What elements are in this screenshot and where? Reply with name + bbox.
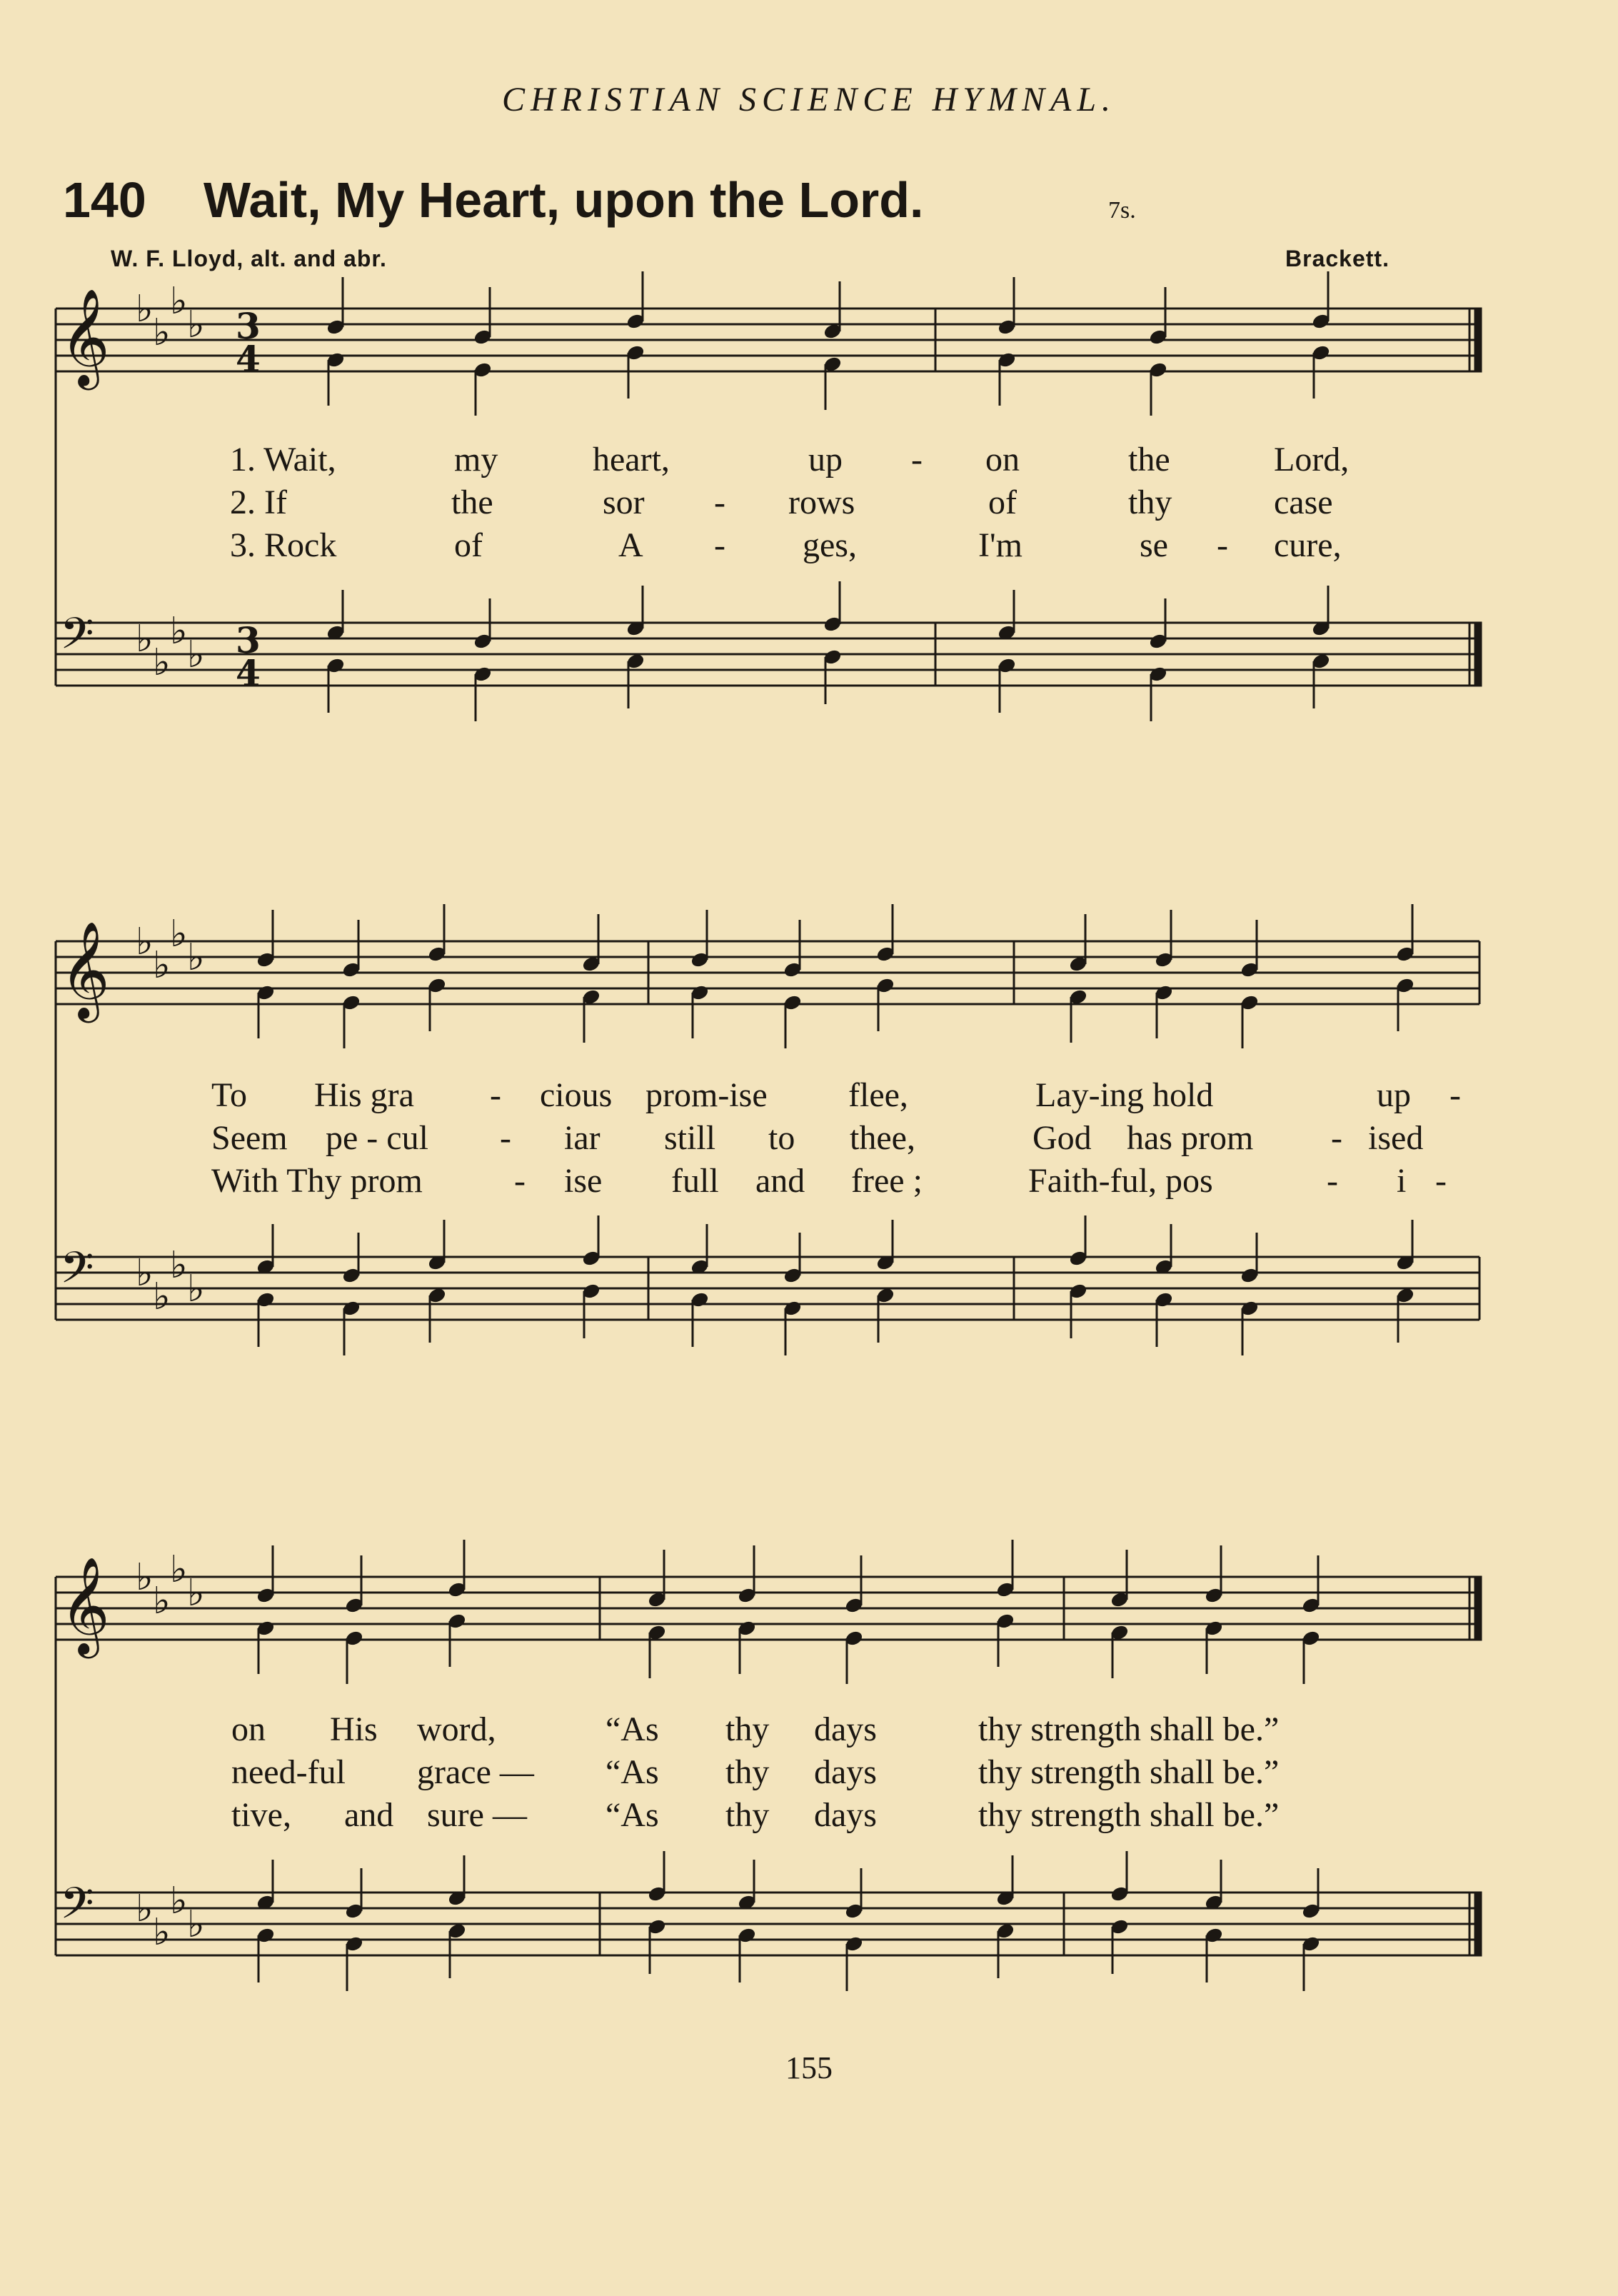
lyric-syllable: thy	[725, 1710, 770, 1748]
lyric-syllable: -	[490, 1076, 501, 1114]
lyric-syllable: the	[451, 483, 493, 521]
running-head: CHRISTIAN SCIENCE HYMNAL.	[501, 81, 1117, 119]
flat-sign: ♭	[153, 311, 171, 354]
lyric-syllable: “As	[606, 1753, 659, 1791]
lyric-syllable: the	[1128, 441, 1170, 478]
bass-clef: 𝄢	[60, 1878, 94, 1940]
lyric-syllable: flee,	[848, 1076, 908, 1114]
lyric-syllable: thy	[725, 1796, 770, 1834]
lyric-syllable: free ;	[851, 1162, 923, 1200]
lyric-syllable: His	[330, 1710, 378, 1748]
hymn-title: Wait, My Heart, upon the Lord.	[203, 172, 924, 228]
flat-sign: ♭	[170, 913, 188, 956]
lyric-syllable: prom-ise	[645, 1076, 768, 1114]
lyric-syllable: full	[671, 1162, 719, 1200]
lyric-syllable: ges,	[803, 526, 857, 564]
lyric-syllable: Faith-ful, pos	[1028, 1162, 1213, 1200]
flat-sign: ♭	[170, 280, 188, 323]
lyric-syllable: A	[618, 526, 643, 564]
lyric-syllable: -	[1217, 526, 1228, 564]
music-credit: Brackett.	[1285, 246, 1390, 271]
lyric-syllable: -	[1331, 1119, 1342, 1157]
lyric-syllable: my	[454, 441, 498, 478]
flat-sign: ♭	[136, 288, 154, 331]
flat-sign: ♭	[153, 1275, 171, 1318]
lyric-syllable: of	[988, 483, 1017, 521]
flat-sign: ♭	[170, 1880, 188, 1922]
lyric-syllable: days	[814, 1710, 877, 1748]
lyric-syllable: i	[1397, 1162, 1407, 1200]
lyric-syllable: to	[768, 1119, 795, 1157]
lyric-syllable: se	[1140, 526, 1168, 564]
lyric-syllable: tive,	[231, 1796, 291, 1834]
treble-clef: 𝄞	[60, 1555, 110, 1654]
words-credit: W. F. Lloyd, alt. and abr.	[111, 246, 387, 271]
lyric-syllable: -	[1327, 1162, 1338, 1200]
lyric-syllable: on	[231, 1710, 266, 1748]
flat-sign: ♭	[187, 1268, 205, 1310]
flat-sign: ♭	[187, 633, 205, 676]
lyric-syllable: of	[454, 526, 483, 564]
lyric-syllable: days	[814, 1796, 877, 1834]
flat-sign: ♭	[136, 618, 154, 661]
flat-sign: ♭	[153, 1911, 171, 1954]
flat-sign: ♭	[187, 1572, 205, 1615]
lyric-syllable: -	[911, 441, 923, 478]
treble-clef: 𝄞	[60, 920, 110, 1018]
lyric-syllable: cure,	[1274, 526, 1342, 564]
lyric-syllable: iar	[564, 1119, 601, 1157]
lyric-syllable: and	[344, 1796, 394, 1834]
lyric-syllable: -	[1449, 1076, 1461, 1114]
final-bar	[1475, 623, 1481, 686]
lyric-syllable: Seem	[211, 1119, 288, 1157]
lyric-syllable: ised	[1368, 1119, 1424, 1157]
flat-sign: ♭	[153, 1580, 171, 1623]
flat-sign: ♭	[136, 921, 154, 963]
time-signature: 3	[236, 619, 261, 661]
lyric-syllable: 1. Wait,	[230, 441, 336, 478]
lyric-syllable: cious	[540, 1076, 613, 1114]
lyric-syllable: thy	[725, 1753, 770, 1791]
flat-sign: ♭	[187, 1903, 205, 1946]
flat-sign: ♭	[170, 610, 188, 653]
time-signature: 4	[236, 338, 261, 380]
page-number: 155	[785, 2050, 833, 2085]
lyric-syllable: God	[1032, 1119, 1092, 1157]
lyric-syllable: -	[1435, 1162, 1447, 1200]
hymn-meter: 7s.	[1108, 197, 1136, 224]
hymn-number: 140	[63, 172, 146, 228]
lyric-syllable: sor	[603, 483, 645, 521]
lyric-syllable: thy strength shall be.”	[978, 1796, 1280, 1834]
flat-sign: ♭	[153, 641, 171, 684]
flat-sign: ♭	[153, 944, 171, 987]
lyric-syllable: “As	[606, 1796, 659, 1834]
flat-sign: ♭	[170, 1548, 188, 1591]
flat-sign: ♭	[136, 1252, 154, 1295]
lyric-syllable: Lord,	[1274, 441, 1350, 478]
lyric-syllable: -	[514, 1162, 526, 1200]
lyric-syllable: up	[808, 441, 843, 478]
lyric-syllable: has prom	[1127, 1119, 1254, 1157]
flat-sign: ♭	[187, 304, 205, 346]
lyric-syllable: days	[814, 1753, 877, 1791]
lyric-syllable: thee,	[850, 1119, 915, 1157]
lyric-syllable: word,	[417, 1710, 496, 1748]
lyric-syllable: thy strength shall be.”	[978, 1710, 1280, 1748]
lyric-syllable: 3. Rock	[230, 526, 337, 564]
lyric-syllable: -	[714, 526, 725, 564]
lyric-syllable: up	[1377, 1076, 1411, 1114]
flat-sign: ♭	[187, 936, 205, 979]
lyric-syllable: -	[714, 483, 725, 521]
treble-clef: 𝄞	[60, 287, 110, 386]
lyric-syllable: I'm	[978, 526, 1022, 564]
lyric-syllable: heart,	[593, 441, 670, 478]
final-bar	[1475, 309, 1481, 371]
lyric-syllable: grace —	[417, 1753, 534, 1791]
lyric-syllable: need-ful	[231, 1753, 346, 1791]
final-bar	[1475, 1893, 1481, 1955]
lyric-syllable: With Thy prom	[211, 1162, 423, 1200]
flat-sign: ♭	[136, 1556, 154, 1599]
lyric-syllable: “As	[606, 1710, 659, 1748]
lyric-syllable: pe - cul	[326, 1119, 428, 1157]
flat-sign: ♭	[170, 1244, 188, 1287]
lyric-syllable: case	[1274, 483, 1333, 521]
lyric-syllable: on	[985, 441, 1020, 478]
lyric-syllable: -	[500, 1119, 511, 1157]
lyric-syllable: Lay-ing hold	[1035, 1076, 1214, 1114]
lyric-syllable: sure —	[427, 1796, 527, 1834]
bass-clef: 𝄢	[60, 608, 94, 670]
time-signature: 3	[236, 305, 261, 347]
time-signature: 4	[236, 652, 261, 694]
lyric-syllable: thy strength shall be.”	[978, 1753, 1280, 1791]
final-bar	[1475, 1577, 1481, 1640]
lyric-syllable: thy	[1128, 483, 1172, 521]
lyric-syllable: To	[211, 1076, 247, 1114]
lyric-syllable: ise	[564, 1162, 603, 1200]
bass-clef: 𝄢	[60, 1243, 94, 1304]
lyric-syllable: and	[755, 1162, 805, 1200]
lyric-syllable: still	[664, 1119, 716, 1157]
lyric-syllable: rows	[788, 483, 855, 521]
flat-sign: ♭	[136, 1888, 154, 1930]
lyric-syllable: His gra	[314, 1076, 414, 1114]
lyric-syllable: 2. If	[230, 483, 287, 521]
